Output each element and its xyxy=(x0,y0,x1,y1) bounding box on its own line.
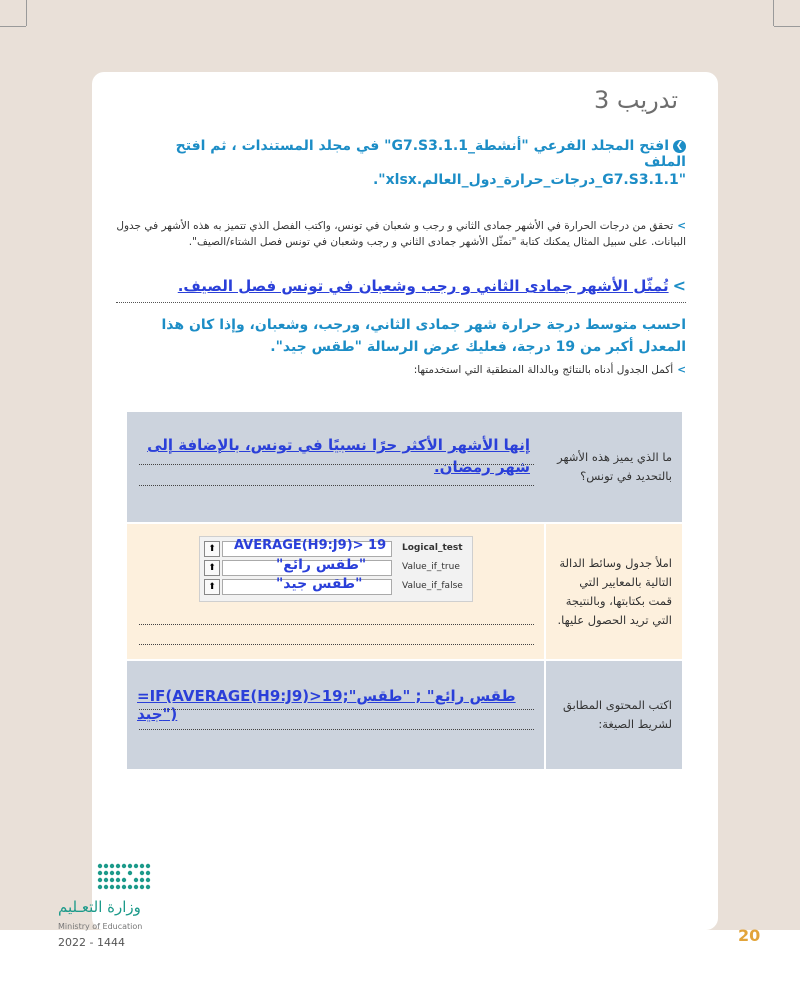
ministry-name-english: Ministry of Education xyxy=(58,922,143,931)
instruction-1-text: تحقق من درجات الحرارة في الأشهر جمادى الثاني و رجب و شعبان في تونس، واكتب الفصل الذي تتميز به هذه الأشهر في جدول البيانات. على سبيل المثال يمكنك كتابة "تمثّل الأشهر جمادى الثاني و رجب وشعبان في تونس فصل الشتاء/الصيف". xyxy=(116,220,686,248)
row-3-answer-cell[interactable] xyxy=(127,661,544,769)
argument-row-value-if-true xyxy=(204,557,468,576)
handwritten-answer-1: تُمثّل الأشهر جمادى الثاني و رجب وشعبان في تونس فصل الصيف. xyxy=(177,277,669,295)
collapse-dialog-button[interactable]: ⬆ xyxy=(204,560,220,576)
page-title: تدريب 3 xyxy=(593,86,678,114)
row-2-question: املأ جدول وسائط الدالة التالية بالمعايير التي قمت بكتابتها، وبالنتيجة التي تريد الحصول عليها. xyxy=(557,555,672,627)
arrow-bullet-icon: ❯ xyxy=(673,140,686,153)
crop-mark xyxy=(773,0,774,26)
question-text: احسب متوسط درجة حرارة شهر جمادى الثاني، ورجب، وشعبان، وإذا كان هذا المعدل أكبر من 19 درجة، فعليك عرض الرسالة "طقس جيد". xyxy=(161,317,686,355)
collapse-dialog-button[interactable]: ⬆ xyxy=(204,541,220,557)
chevron-icon: > xyxy=(677,364,686,376)
table-row-3 xyxy=(127,661,682,769)
logical-test-value: AVERAGE(H9:J9)> 19 xyxy=(234,538,387,553)
collapse-dialog-button[interactable]: ⬆ xyxy=(204,579,220,595)
handwritten-answer-2: إنها الأشهر الأكثر حرًا نسبيًا في تونس، بالإضافة إلى شهر رمضان. xyxy=(147,436,530,476)
argument-row-logical-test xyxy=(204,538,468,557)
row-1-answer xyxy=(137,434,530,478)
page-number: 20 xyxy=(738,926,761,945)
ministry-logo-mark-icon xyxy=(56,862,156,896)
answer-dotted-line xyxy=(139,485,534,486)
function-arguments-dialog xyxy=(199,536,473,602)
exercise-card xyxy=(92,72,718,930)
handwritten-formula: =IF(AVERAGE(H9:J9)>19;"طقس رائع" ; "طقس جيد") xyxy=(137,687,516,723)
answer-dotted-line xyxy=(139,624,534,625)
value-if-true-label: Value_if_true xyxy=(402,562,460,572)
ministry-name-arabic: وزارة التعـليم xyxy=(58,898,141,916)
chevron-icon: > xyxy=(672,276,686,295)
row-3-question: اكتب المحتوى المطابق لشريط الصيغة: xyxy=(562,698,672,731)
chevron-icon: > xyxy=(677,220,686,232)
answer-dotted-line xyxy=(139,729,534,730)
task-line-2 xyxy=(146,172,686,188)
task-line-1 xyxy=(146,138,686,170)
argument-row-value-if-false xyxy=(204,576,468,595)
formula-answer xyxy=(137,687,544,723)
row-1-answer-cell[interactable] xyxy=(127,412,544,522)
answer-dotted-line xyxy=(139,644,534,645)
task-text-1: افتح المجلد الفرعي "أنشطة_G7.S3.1.1" في مجلد المستندات ، ثم افتح الملف xyxy=(175,138,686,170)
instruction-2 xyxy=(116,362,686,378)
task-text-2: "G7.S3.1.1_درجات_حرارة_دول_العالم.xlsx". xyxy=(372,172,686,188)
row-1-question: ما الذي يميز هذه الأشهر بالتحديد في تونس؟ xyxy=(557,450,672,483)
crop-mark xyxy=(26,0,27,26)
edition-year: 2022 - 1444 xyxy=(58,936,125,949)
answer-line-1[interactable] xyxy=(116,276,686,303)
row-2-answer-cell xyxy=(127,524,544,659)
answer-dotted-line xyxy=(139,709,534,710)
instruction-2-text: أكمل الجدول أدناه بالنتائج وبالدالة المنطقية التي استخدمتها: xyxy=(413,364,674,376)
ministry-logo xyxy=(56,862,196,952)
crop-mark xyxy=(774,26,800,27)
value-if-true-value: "طقس رائع" xyxy=(276,557,367,573)
value-if-false-value: "طقس جيد" xyxy=(276,576,363,592)
crop-mark xyxy=(0,26,26,27)
answer-dotted-line xyxy=(139,464,534,465)
table-row-1 xyxy=(127,412,682,522)
table-row-2 xyxy=(127,524,682,659)
logical-test-label: Logical_test xyxy=(402,543,463,553)
instruction-1 xyxy=(116,218,686,250)
value-if-false-label: Value_if_false xyxy=(402,581,463,591)
